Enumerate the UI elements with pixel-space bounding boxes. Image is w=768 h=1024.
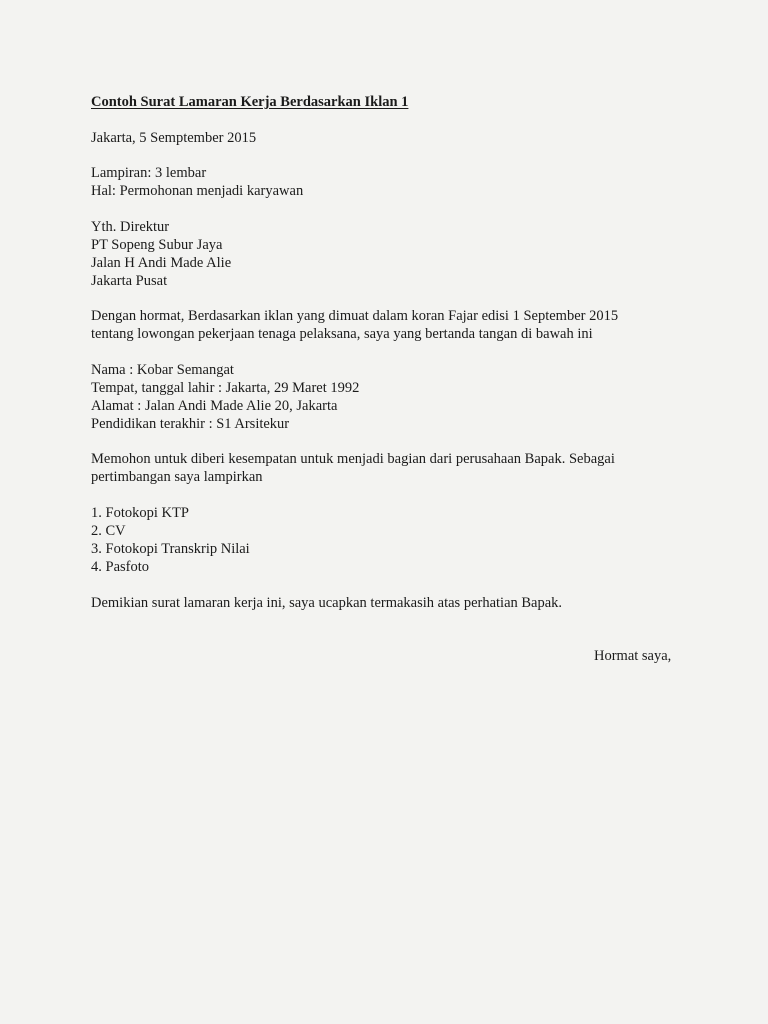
applicant-line: Nama : Kobar Semangat <box>91 362 234 378</box>
attachment-item: 2. CV <box>91 523 126 539</box>
recipient-line: Yth. Direktur <box>91 219 170 235</box>
opening-line: tentang lowongan pekerjaan tenaga pelaksana, saya yang bertanda tangan di bawah ini <box>91 326 593 342</box>
attachment-item: 1. Fotokopi KTP <box>91 505 189 521</box>
applicant-line: Alamat : Jalan Andi Made Alie 20, Jakarta <box>91 398 338 414</box>
signoff: Hormat saya, <box>594 648 672 664</box>
request-line: pertimbangan saya lampirkan <box>91 469 263 485</box>
closing-paragraph: Demikian surat lamaran kerja ini, saya ucapkan termakasih atas perhatian Bapak. <box>91 595 563 611</box>
attachment-item: 4. Pasfoto <box>91 559 149 575</box>
letter-subject: Hal: Permohonan menjadi karyawan <box>91 183 304 199</box>
applicant-line: Tempat, tanggal lahir : Jakarta, 29 Maret 1992 <box>91 380 360 396</box>
letter-date: Jakarta, 5 Semptember 2015 <box>91 130 257 146</box>
recipient-line: Jakarta Pusat <box>91 273 168 289</box>
letter-title: Contoh Surat Lamaran Kerja Berdasarkan Iklan 1 <box>91 94 409 110</box>
recipient-line: Jalan H Andi Made Alie <box>91 255 232 271</box>
recipient-line: PT Sopeng Subur Jaya <box>91 237 223 253</box>
applicant-line: Pendidikan terakhir : S1 Arsitekur <box>91 416 290 432</box>
opening-line: Dengan hormat, Berdasarkan iklan yang dimuat dalam koran Fajar edisi 1 September 2015 <box>91 308 619 324</box>
request-line: Memohon untuk diberi kesempatan untuk menjadi bagian dari perusahaan Bapak. Sebagai <box>91 451 615 467</box>
attachment-item: 3. Fotokopi Transkrip Nilai <box>91 541 250 557</box>
attachment-count: Lampiran: 3 lembar <box>91 165 207 181</box>
